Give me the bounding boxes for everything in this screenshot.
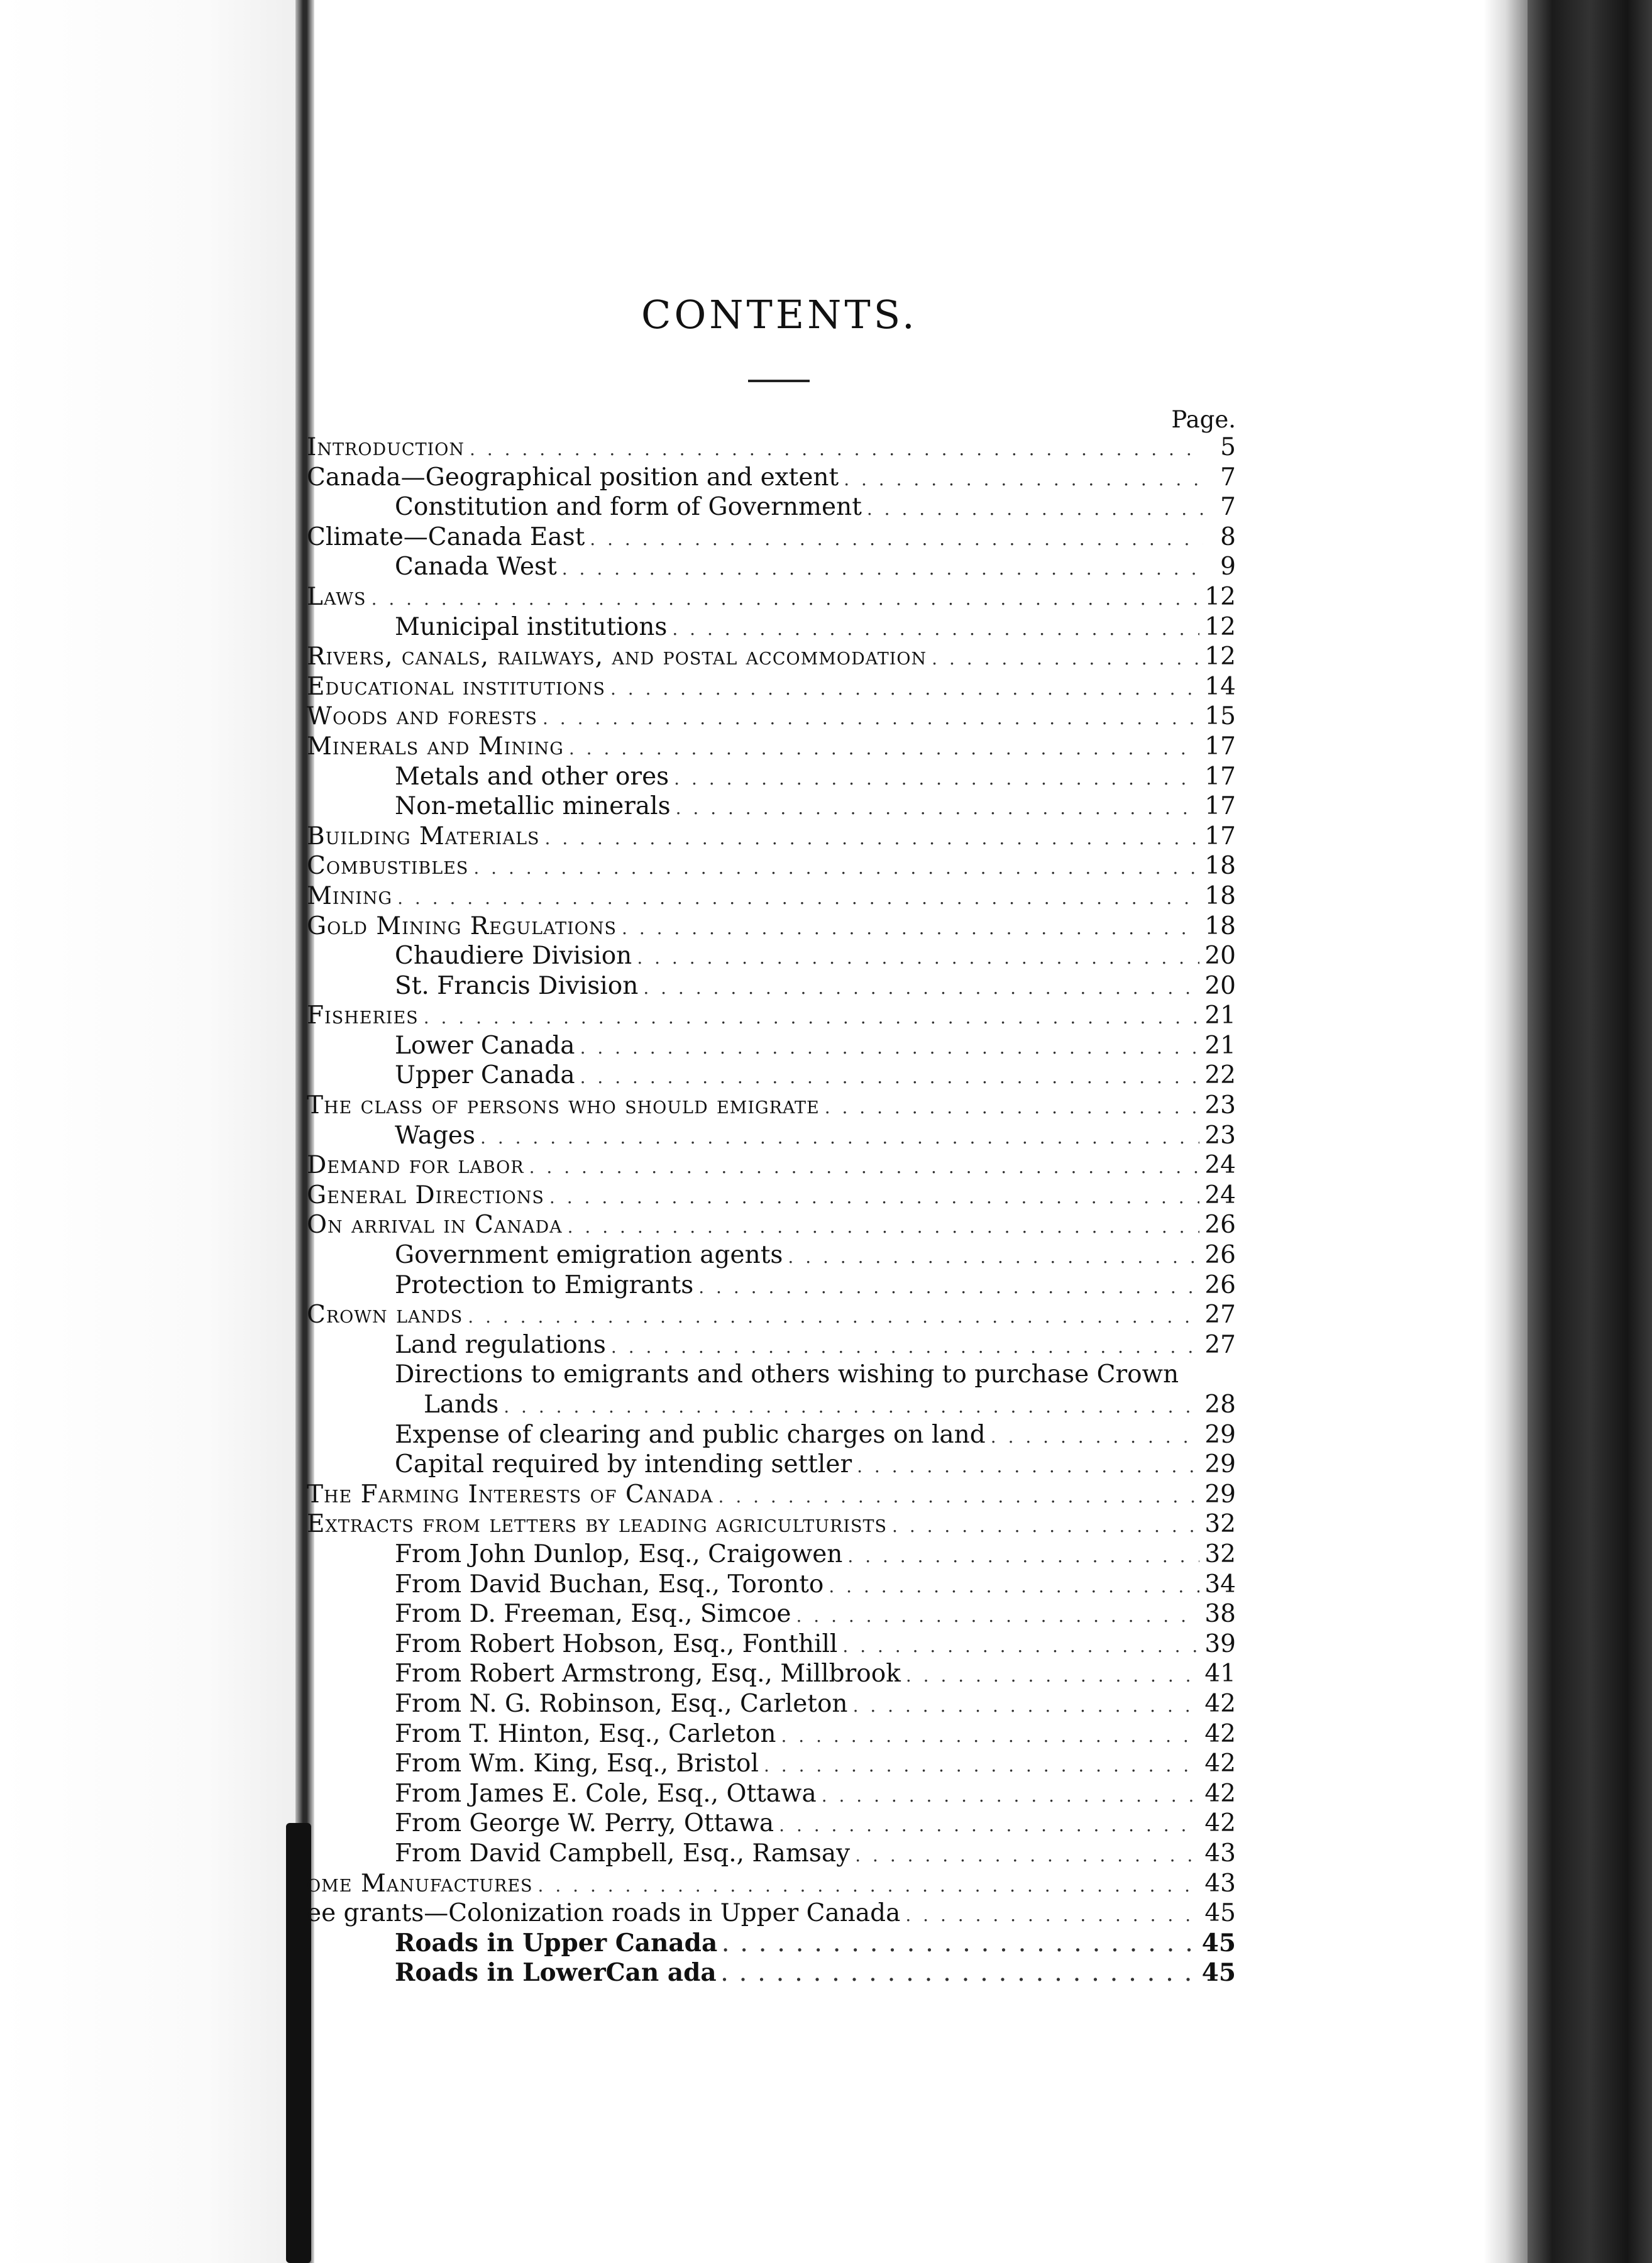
toc-entry-title: Gold Mining Regulations [307,911,617,940]
dot-leader [676,793,1200,823]
page-column-label: Page. [1171,406,1236,433]
toc-entry-page-number: 42 [1204,1719,1236,1748]
toc-entry-title: Educational institutions [307,672,605,701]
toc-entry-page-number: 41 [1204,1660,1236,1688]
dot-leader [825,1093,1200,1123]
dot-leader [764,1751,1199,1781]
toc-entry-title: St. Francis Division [395,971,639,1000]
toc-entry [307,1121,1236,1151]
toc-entry-title: Capital required by intending settler [395,1450,852,1479]
toc-entry-title: Minerals and Mining [307,732,564,761]
toc-entry [307,881,1236,911]
toc-entry [307,1599,1236,1629]
toc-entry [307,1420,1236,1450]
dot-leader [480,1123,1199,1153]
toc-entry-title: Extracts from letters by leading agriculturists [307,1510,888,1539]
toc-entry-page-number: 28 [1204,1390,1236,1419]
toc-entry-title: Canada—Geographical position and extent [307,463,839,492]
toc-entry-page-number: 18 [1204,911,1236,940]
page-title: CONTENTS. [641,292,918,338]
toc-entry [307,1060,1236,1091]
dot-leader [932,644,1199,674]
dot-leader [545,823,1200,854]
toc-entry-page-number: 26 [1204,1270,1236,1299]
toc-entry-title: Rivers, canals, railways, and postal accommodation [307,642,927,671]
toc-entry-title: Lands [424,1390,499,1419]
toc-entry-title: From George W. Perry, Ottawa [395,1809,774,1838]
dot-leader [719,1482,1200,1512]
toc-entry-page-number: 45 [1201,1958,1236,1988]
toc-entry-title: From N. G. Robinson, Esq., Carleton [395,1689,848,1718]
toc-entry-page-number: 8 [1220,522,1236,551]
toc-entry-page-number: 45 [1204,1899,1236,1928]
dot-leader [538,1871,1200,1901]
toc-entry-title: Building Materials [307,822,540,851]
toc-entry-page-number: 17 [1204,762,1236,791]
toc-entry-page-number: 23 [1204,1091,1236,1120]
toc-entry-page-number: 29 [1204,1450,1236,1479]
page-edge [1484,0,1528,2263]
toc-entry-title: Demand for labor [307,1151,524,1180]
toc-entry-title: Chaudiere Division [395,942,632,971]
toc-entry-title: Roads in Upper Canada [395,1928,718,1957]
toc-entry-page-number: 42 [1204,1779,1236,1808]
toc-entry-title: The Farming Interests of Canada [307,1480,713,1509]
toc-entry-title: Crown lands [307,1301,463,1330]
toc-entry-page-number: 17 [1204,732,1236,761]
title-rule [748,380,810,382]
toc-entry [307,1719,1236,1749]
dot-leader [829,1572,1199,1602]
toc-entry [307,1300,1236,1330]
toc-entry [307,851,1236,881]
dot-leader [622,913,1199,944]
toc-entry-title: From Wm. King, Esq., Bristol [395,1749,759,1778]
toc-entry-page-number: 27 [1204,1301,1236,1330]
dot-leader [991,1422,1200,1452]
dot-leader [857,1451,1199,1482]
toc-entry [307,1659,1236,1689]
toc-entry-page-number: 5 [1220,433,1236,461]
toc-entry-page-number: 12 [1204,642,1236,671]
toc-entry [307,1509,1236,1539]
toc-entry [307,522,1236,553]
toc-entry-page-number: 34 [1204,1570,1236,1599]
toc-entry-title: Canada West [395,553,557,581]
dot-leader [867,494,1203,524]
book-binding [1528,0,1652,2263]
toc-entry-title: Non-metallic minerals [395,792,671,821]
toc-entry-title: Combustibles [307,852,469,881]
dot-leader [610,674,1199,704]
toc-entry [307,1480,1236,1510]
toc-entry-page-number: 14 [1204,672,1236,701]
toc-entry [307,1091,1236,1121]
toc-entry-title: Roads in LowerCan ada [395,1958,717,1988]
toc-entry [307,762,1236,792]
toc-entry-title: From Robert Hobson, Esq., Fonthill [395,1629,838,1658]
toc-entry [307,911,1236,942]
toc-entry-title: Protection to Emigrants [395,1270,694,1299]
toc-entry [307,1210,1236,1240]
toc-entry-title: Expense of clearing and public charges on land [395,1420,986,1449]
dot-leader [580,1033,1200,1063]
toc-entry-page-number: 32 [1204,1539,1236,1568]
toc-entry-page-number: 17 [1204,822,1236,851]
toc-entry-title: Lower Canada [395,1031,575,1060]
toc-entry [307,463,1236,493]
toc-entry-page-number: 12 [1204,612,1236,641]
toc-entry [307,1869,1236,1899]
toc-entry [307,642,1236,672]
toc-entry-page-number: 20 [1204,942,1236,971]
toc-entry [307,492,1236,522]
toc-entry-title: ome Manufactures [307,1869,533,1898]
toc-entry-page-number: 29 [1204,1420,1236,1449]
dot-leader [529,1152,1200,1182]
dot-leader [569,734,1200,764]
toc-entry-page-number: 45 [1201,1928,1236,1957]
dot-leader [590,524,1203,554]
toc-entry [307,552,1236,582]
toc-entry-title: From Robert Armstrong, Esq., Millbrook [395,1660,901,1688]
dot-leader [722,1930,1197,1961]
toc-entry-page-number: 15 [1204,702,1236,731]
dot-leader [611,1332,1199,1362]
toc-entry [307,582,1236,612]
toc-entry [307,971,1236,1001]
dot-leader [549,1182,1199,1213]
dot-leader [906,1661,1200,1691]
toc-entry [307,1240,1236,1270]
dot-leader [468,1302,1199,1332]
toc-entry [307,732,1236,762]
toc-entry-title: Government emigration agents [395,1241,783,1270]
dot-leader [542,703,1199,734]
toc-entry-page-number: 38 [1204,1600,1236,1629]
toc-entry [307,1031,1236,1061]
toc-entry [307,1629,1236,1660]
toc-entry-title: Introduction [307,433,465,461]
dot-leader [473,853,1199,883]
toc-entry-page-number: 23 [1204,1121,1236,1150]
toc-entry-page-number: 43 [1204,1869,1236,1898]
toc-entry-page-number: 29 [1204,1480,1236,1509]
dot-leader [905,1900,1199,1930]
toc-entry [307,1001,1236,1031]
toc-entry-page-number: 22 [1204,1061,1236,1090]
dot-leader [397,883,1199,913]
toc-entry-page-number: 21 [1204,1001,1236,1030]
dot-leader [470,434,1203,465]
toc-entry-page-number: 42 [1204,1809,1236,1838]
toc-entry-page-number: 7 [1220,493,1236,522]
toc-entry-page-number: 26 [1204,1241,1236,1270]
dot-leader [568,1212,1200,1242]
toc-entry [307,1270,1236,1301]
toc-entry-page-number: 32 [1204,1510,1236,1539]
dot-leader [842,1631,1199,1661]
toc-entry-title: The class of persons who should emigrate [307,1091,820,1120]
toc-entry-title: General Directions [307,1181,544,1209]
dot-leader [722,1960,1197,1990]
dot-leader [844,465,1203,495]
toc-entry-title: Wages [395,1121,476,1150]
toc-entry-title: From John Dunlop, Esq., Craigowen [395,1539,843,1568]
toc-entry [307,1450,1236,1480]
toc-entry-page-number: 26 [1204,1211,1236,1240]
dot-leader [672,614,1199,644]
toc-entry-page-number: 24 [1204,1151,1236,1180]
dot-leader [698,1272,1199,1302]
toc-entry [307,1839,1236,1869]
toc-entry-title: Metals and other ores [395,762,669,791]
toc-entry-title: Constitution and form of Government [395,493,862,522]
toc-entry [307,1929,1236,1959]
toc-entry-page-number: 42 [1204,1689,1236,1718]
toc-entry [307,1181,1236,1211]
toc-entry [307,1898,1236,1929]
dot-leader [822,1781,1200,1811]
toc-entry-page-number: 42 [1204,1749,1236,1778]
toc-entry-title: Fisheries [307,1001,419,1030]
toc-entry [307,1390,1236,1420]
toc-entry [307,672,1236,702]
toc-entry-title: ee grants—Colonization roads in Upper Canada [307,1899,901,1928]
toc-entry-page-number: 20 [1204,971,1236,1000]
toc-entry [307,1749,1236,1779]
dot-leader [855,1841,1199,1871]
dot-leader [674,764,1199,794]
toc-entry-page-number: 39 [1204,1629,1236,1658]
dot-leader [847,1541,1199,1572]
toc-entry-page-number: 24 [1204,1181,1236,1209]
toc-entry [307,1958,1236,1988]
toc-entry [307,791,1236,822]
dot-leader [788,1242,1199,1272]
dot-leader [779,1810,1199,1841]
dot-leader [781,1721,1200,1751]
toc-entry [307,612,1236,642]
dot-leader [853,1691,1200,1721]
contents-list [307,432,1236,1988]
toc-entry-title: Upper Canada [395,1061,575,1090]
toc-entry-page-number: 7 [1220,463,1236,492]
dot-leader [637,943,1199,973]
toc-entry [307,941,1236,971]
dot-leader [504,1392,1199,1422]
toc-entry-page-number: 21 [1204,1031,1236,1060]
toc-entry [307,1330,1236,1360]
toc-entry-title: On arrival in Canada [307,1211,563,1240]
toc-entry-title: From David Buchan, Esq., Toronto [395,1570,824,1599]
toc-entry [307,702,1236,732]
toc-entry-page-number: 43 [1204,1839,1236,1868]
toc-entry-page-number: 18 [1204,852,1236,881]
toc-entry-title: Climate—Canada East [307,522,585,551]
toc-entry-title: Land regulations [395,1330,606,1359]
toc-entry [307,1689,1236,1719]
dot-leader [580,1062,1200,1093]
toc-entry-page-number: 12 [1204,582,1236,611]
toc-entry [307,1779,1236,1809]
toc-entry [307,1150,1236,1181]
toc-entry-title: Municipal institutions [395,612,668,641]
dot-leader [892,1511,1199,1541]
toc-entry [307,822,1236,852]
toc-entry-page-number: 27 [1204,1330,1236,1359]
toc-entry [307,1360,1236,1390]
toc-entry [307,1539,1236,1570]
dot-leader [643,973,1199,1003]
toc-entry-title: Laws [307,582,366,611]
toc-entry [307,1809,1236,1839]
dot-leader [796,1601,1199,1631]
toc-entry [307,432,1236,463]
toc-entry-title: Directions to emigrants and others wishing to purchase Crown [395,1360,1179,1389]
facing-page [0,0,295,2263]
toc-entry-title: From James E. Cole, Esq., Ottawa [395,1779,817,1808]
toc-entry-title: From D. Freeman, Esq., Simcoe [395,1600,791,1629]
dot-leader [562,554,1203,584]
toc-entry-title: From David Campbell, Esq., Ramsay [395,1839,851,1868]
toc-entry-page-number: 9 [1220,553,1236,581]
toc-entry-page-number: 17 [1204,792,1236,821]
toc-entry-title: Mining [307,881,393,910]
toc-entry-title: From T. Hinton, Esq., Carleton [395,1719,776,1748]
dot-leader [372,584,1200,614]
toc-entry [307,1570,1236,1600]
toc-entry-title: Woods and forests [307,702,537,731]
toc-entry-page-number: 18 [1204,881,1236,910]
dot-leader [424,1003,1200,1033]
